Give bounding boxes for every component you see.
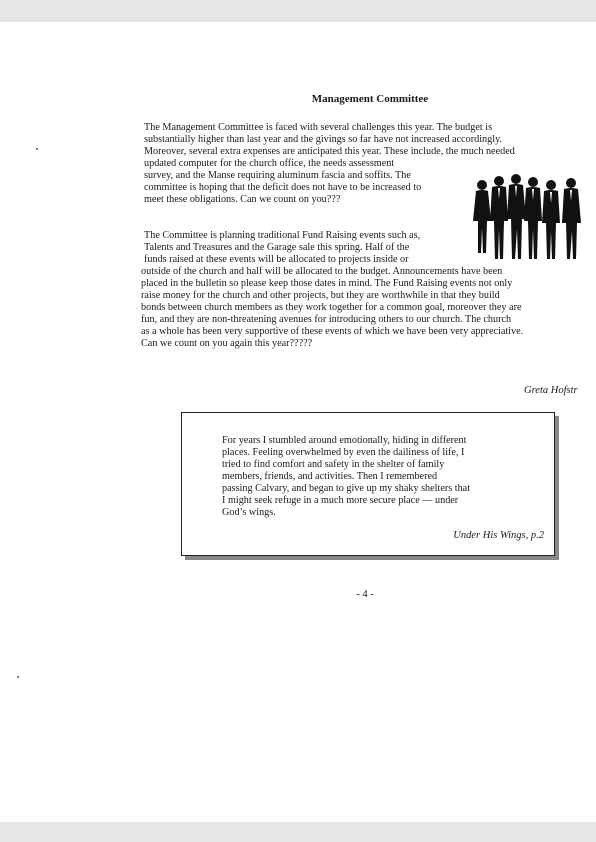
quote-line: members, friends, and activities. Then I remembered xyxy=(222,471,438,482)
paragraph-line: updated computer for the church office, the needs assessment xyxy=(144,158,395,169)
scan-top-band xyxy=(0,0,596,22)
scan-bottom-band xyxy=(0,822,596,842)
paragraph-line: outside of the church and half will be allocated to the budget. Announcements have been xyxy=(141,266,503,277)
section-heading: Management Committee xyxy=(311,93,429,105)
quote-line: tried to find comfort and safety in the shelter of family xyxy=(222,459,445,470)
paragraph-line: fun, and they are non-threatening avenues for introducing others to our church. The church xyxy=(141,314,512,325)
business-people-silhouette-icon xyxy=(472,173,587,261)
paragraph-line: substantially higher than last year and the givings so far have not increased accordingly. xyxy=(144,134,503,145)
scan-speck xyxy=(17,676,19,678)
paragraph-line: meet these obligations. Can we count on you??? xyxy=(144,194,341,205)
page-number: - 4 - xyxy=(356,589,374,600)
quote-box xyxy=(181,412,555,556)
paragraph-line: The Management Committee is faced with several challenges this year. The budget is xyxy=(144,122,493,133)
paragraph-line: committee is hoping that the deficit does not have to be increased to xyxy=(144,182,422,193)
paragraph-line: bonds between church members as they work together for a common goal, moreover they are xyxy=(141,302,522,313)
paragraph-line: survey, and the Manse requiring aluminum fascia and soffits. The xyxy=(144,170,411,181)
quote-line: I might seek refuge in a much more secure place — under xyxy=(222,495,459,506)
paragraph-line: Talents and Treasures and the Garage sale this spring. Half of the xyxy=(144,242,410,253)
author-signature: Greta Hofstr xyxy=(524,385,578,396)
paragraph-line: The Committee is planning traditional Fund Raising events such as, xyxy=(144,230,421,241)
paragraph-line: as a whole has been very supportive of these events of which we have been very appreciative. xyxy=(141,326,524,337)
quote-source: Under His Wings, p.2 xyxy=(453,530,544,541)
paragraph-line: funds raised at these events will be allocated to projects inside or xyxy=(144,254,409,265)
quote-line: passing Calvary, and began to give up my shaky shelters that xyxy=(222,483,471,494)
paragraph-line: placed in the bulletin so please keep those dates in mind. The Fund Raising events not only xyxy=(141,278,513,289)
quote-line: For years I stumbled around emotionally, hiding in different xyxy=(222,435,467,446)
paragraph-line: raise money for the church and other projects, but they are worthwhile in that they build xyxy=(141,290,500,301)
quote-line: places. Feeling overwhelmed by even the dailiness of life, I xyxy=(222,447,465,458)
paragraph-line: Moreover, several extra expenses are anticipated this year. These include, the much needed xyxy=(144,146,515,157)
paragraph-line: Can we count on you again this year????? xyxy=(141,338,313,349)
quote-line: God’s wings. xyxy=(222,507,276,518)
scan-speck xyxy=(36,148,38,150)
